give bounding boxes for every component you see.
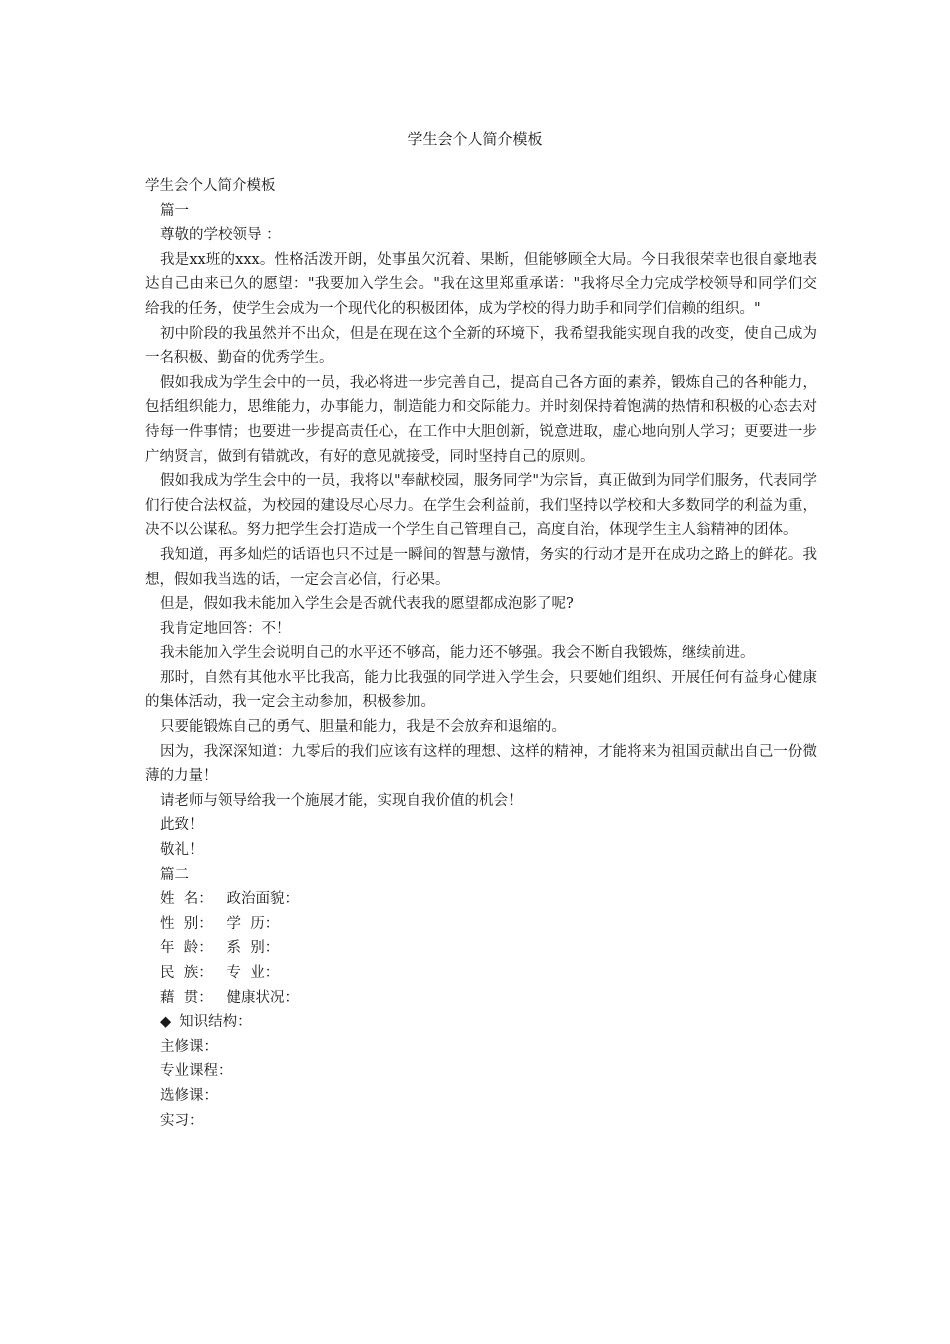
form-row: 性 别： 学 历： <box>160 915 280 932</box>
document-heading: 学生会个人简介模板 <box>145 178 276 194</box>
document-body <box>145 174 817 1133</box>
paragraph: 那时，自然有其他水平比我高，能力比我强的同学进入学生会，只要她们组织、开展任何有益身心健康的集体活动，我一定会主动参加，积极参加。 <box>145 669 817 711</box>
course-line: 选修课： <box>160 1087 218 1104</box>
closing-line: 此致！ <box>160 817 204 834</box>
paragraph: 因为，我深深知道：九零后的我们应该有这样的理想、这样的精神，才能将来为祖国贡献出自己一份微薄的力量！ <box>145 743 817 785</box>
paragraph: 我知道，再多灿烂的话语也只不过是一瞬间的智慧与激情，务实的行动才是开在成功之路上的鲜花。我想，假如我当选的话，一定会言必信，行必果。 <box>145 546 817 588</box>
form-row: 姓 名： 政治面貌： <box>160 891 300 908</box>
part-label-2: 篇二 <box>160 866 189 883</box>
knowledge-structure-heading <box>145 1010 817 1035</box>
paragraph: 请老师与领导给我一个施展才能，实现自我价值的机会！ <box>160 792 523 809</box>
diamond-bullet-icon: ◆ <box>160 1014 172 1031</box>
form-row: 年 龄： 系 别： <box>160 940 280 957</box>
paragraph: 假如我成为学生会中的一员，我必将进一步完善自己，提高自己各方面的素养，锻炼自己的各种能力，包括组织能力，思维能力，办事能力，制造能力和交际能力。并时刻保持着饱满的热情和积极的心态去对待每一件事情；也要进一步提高责任心，在工作中大胆创新，锐意进取，虚心地向别人学习；更要进一步广纳贤言，做到有错就改，有好的意见就接受，同时坚持自己的原则。 <box>145 374 817 465</box>
course-line: 实习： <box>160 1112 204 1129</box>
form-row: 民 族： 专 业： <box>160 965 280 981</box>
closing-line: 敬礼！ <box>160 842 204 859</box>
paragraph: 假如我成为学生会中的一员，我将以"奉献校园，服务同学"为宗旨，真正做到为同学们服务，代表同学们行使合法权益，为校园的建设尽心尽力。在学生会利益前，我们坚持以学校和大多数同学的利益为重，决不以公谋私。努力把学生会打造成一个学生自己管理自己，高度自治，体现学生主人翁精神的团体。 <box>145 473 817 539</box>
paragraph: 初中阶段的我虽然并不出众，但是在现在这个全新的环境下，我希望我能实现自我的改变，使自己成为一名积极、勤奋的优秀学生。 <box>145 325 817 367</box>
knowledge-structure-label: 知识结构： <box>179 1014 252 1031</box>
paragraph: 我未能加入学生会说明自己的水平还不够高，能力还不够强。我会不断自我锻炼，继续前进。 <box>160 645 755 662</box>
paragraph: 只要能锻炼自己的勇气、胆量和能力，我是不会放弃和退缩的。 <box>160 719 566 736</box>
paragraph: 我肯定地回答：不！ <box>160 620 291 637</box>
form-row: 藉 贯： 健康状况： <box>160 989 300 1006</box>
page-title: 学生会个人简介模板 <box>407 130 543 148</box>
paragraph: 但是，假如我未能加入学生会是否就代表我的愿望都成泡影了呢? <box>160 596 574 613</box>
salutation: 尊敬的学校领导 ： <box>160 227 281 244</box>
course-line: 专业课程： <box>160 1063 233 1080</box>
part-label-1: 篇一 <box>160 202 189 219</box>
course-line: 主修课： <box>160 1038 218 1055</box>
paragraph: 我是xx班的xxx。性格活泼开朗，处事虽欠沉着、果断，但能够顾全大局。今日我很荣幸也很自豪地表达自己由来已久的愿望："我要加入学生会。"我在这里郑重承诺："我将尽全力完成学校领导和同学们交给我的任务，使学生会成为一个现代化的积极团体，成为学校的得力助手和同学们信赖的组织。" <box>145 251 817 317</box>
